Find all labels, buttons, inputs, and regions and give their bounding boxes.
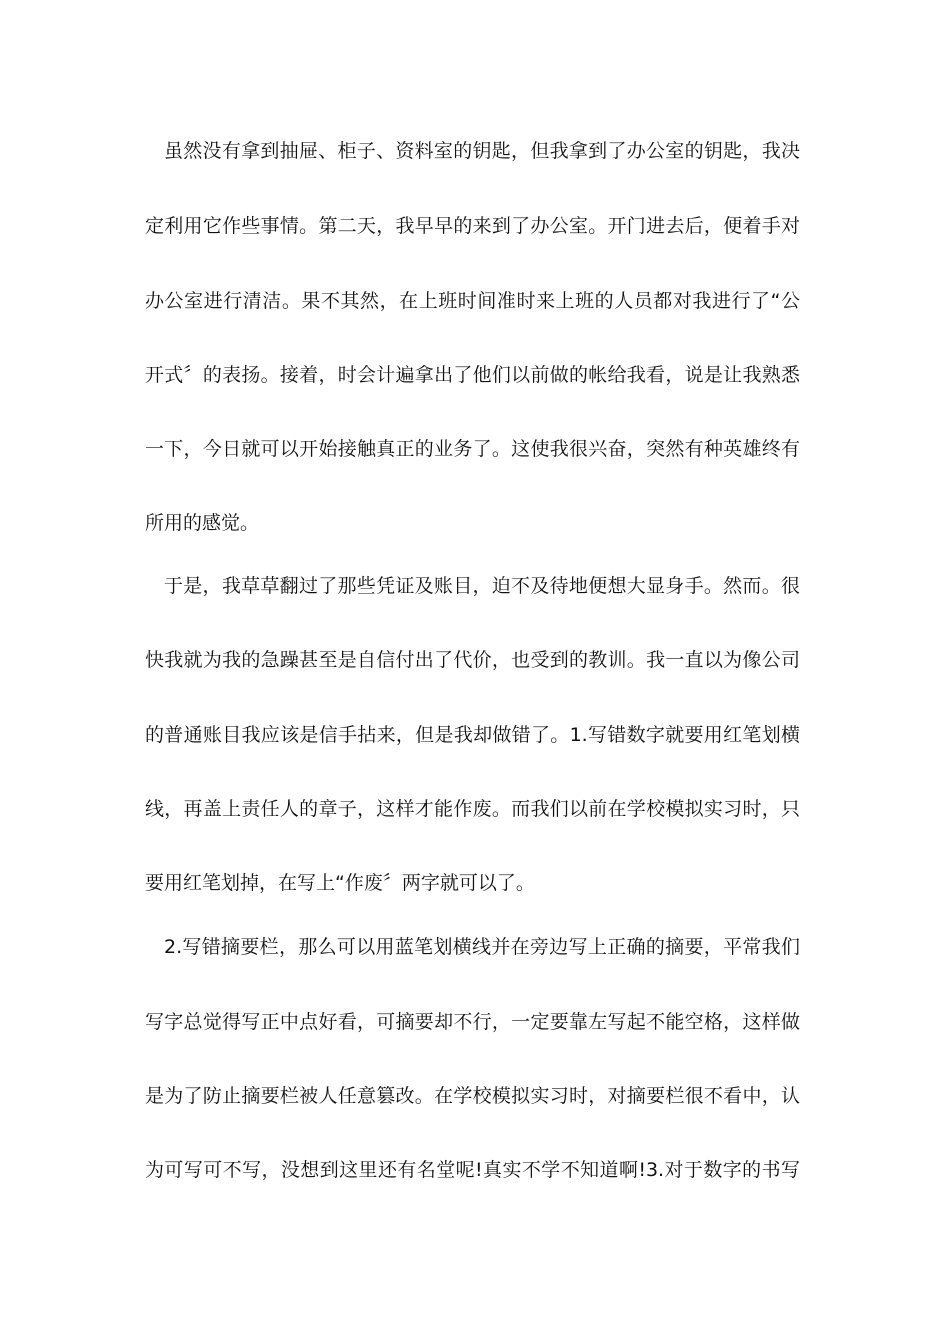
paragraph-line: 于是，我草草翻过了那些凭证及账目，迫不及待地便想大显身手。然而。很 (164, 575, 800, 597)
paragraph-line: 是为了防止摘要栏被人任意篡改。在学校模拟实习时，对摘要栏很不看中，认 (145, 1085, 800, 1107)
paragraph-line: 2.写错摘要栏，那么可以用蓝笔划横线并在旁边写上正确的摘要，平常我们 (164, 936, 800, 958)
paragraph-line: 所用的感觉。 (145, 512, 260, 534)
paragraph-line: 为可写可不写，没想到这里还有名堂呢!真实不学不知道啊!3.对于数字的书写 (145, 1159, 800, 1181)
paragraph-line: 要用红笔划掉，在写上“作废〞两字就可以了。 (145, 872, 535, 894)
paragraph-line: 快我就为我的急躁甚至是自信付出了代价，也受到的教训。我一直以为像公司 (145, 649, 800, 671)
paragraph-line: 办公室进行清洁。果不其然，在上班时间准时来上班的人员都对我进行了“公 (145, 290, 800, 312)
paragraph-line: 定利用它作些事情。第二天，我早早的来到了办公室。开门进去后，便着手对 (145, 215, 800, 237)
paragraph-line: 一下，今日就可以开始接触真正的业务了。这使我很兴奋，突然有种英雄终有 (145, 438, 800, 460)
paragraph-line: 开式〞的表扬。接着，时会计遍拿出了他们以前做的帐给我看，说是让我熟悉 (145, 364, 800, 386)
paragraph-line: 线，再盖上责任人的章子，这样才能作废。而我们以前在学校模拟实习时，只 (145, 798, 800, 820)
paragraph-line: 写字总觉得写正中点好看，可摘要却不行，一定要靠左写起不能空格，这样做 (145, 1011, 800, 1033)
paragraph-line: 的普通账目我应该是信手拈来，但是我却做错了。1.写错数字就要用红笔划横 (145, 724, 800, 746)
paragraph-line: 虽然没有拿到抽屉、柜子、资料室的钥匙，但我拿到了办公室的钥匙，我决 (164, 140, 800, 162)
